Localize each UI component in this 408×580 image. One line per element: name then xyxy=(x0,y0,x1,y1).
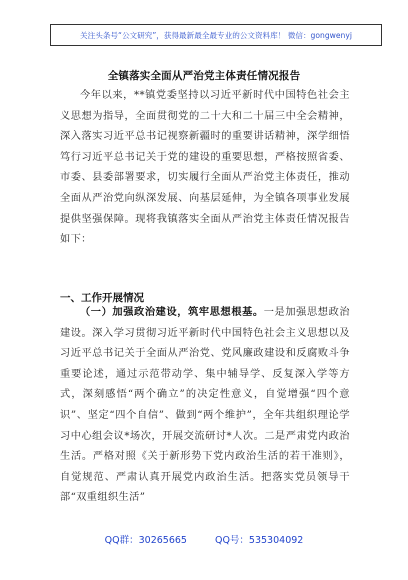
section-heading-1: 一、工作开展情况 xyxy=(60,292,144,304)
subsection-1-paragraph xyxy=(60,302,350,509)
footer-qq-number: QQ号：535304092 xyxy=(214,535,304,546)
document-title: 全镇落实全面从严治党主体责任情况报告 xyxy=(107,70,301,82)
footer-qq-group: QQ群：30265665 xyxy=(104,535,187,546)
subsection-1-body: 一是加强思想政治建设。深入学习贯彻习近平新时代中国特色社会主义思想以及习近平总书记关于全面从严治党、党风廉政建设和反腐败斗争重要论述，通过示范带动学、集中辅导学、反复深入学等方式，深刻感悟“两个确立”的决定性意义，自觉增强“四个意识”、坚定“四个自信”、做到“两个维护”，全年共组织理论学习中心组会议*场次，开展交流研讨*人次。二是严肃党内政治生活。严格对照《关于新形势下党内政治生活的若干准则》，自觉规范、严肃认真开展党内政治生活。把落实党员领导干部“双重组织生活” xyxy=(60,307,350,504)
footer-contacts xyxy=(0,532,408,546)
intro-paragraph: 今年以来，**镇党委坚持以习近平新时代中国特色社会主义思想为指导，全面贯彻党的二十大和二十届三中全会精神，深入落实习近平总书记视察新疆时的重要讲话精神，深学细悟笃行习近平总书记关于党的建设的重要思想，严格按照省委、市委、县委部署要求，切实履行全面从严治党主体责任，推动全面从严治党向纵深发展、向基层延伸，为全镇各项事业发展提供坚强保障。现将我镇落实全面从严治党主体责任情况报告如下： xyxy=(60,90,350,246)
promo-banner xyxy=(50,24,382,46)
promo-banner-text: 关注头条号“公文研究”，获得最新最全最专业的公文资料库！ 微信：gongwenyj xyxy=(80,30,352,40)
subsection-1-lead: （一）加强政治建设，筑牢思想根基。 xyxy=(80,306,264,318)
